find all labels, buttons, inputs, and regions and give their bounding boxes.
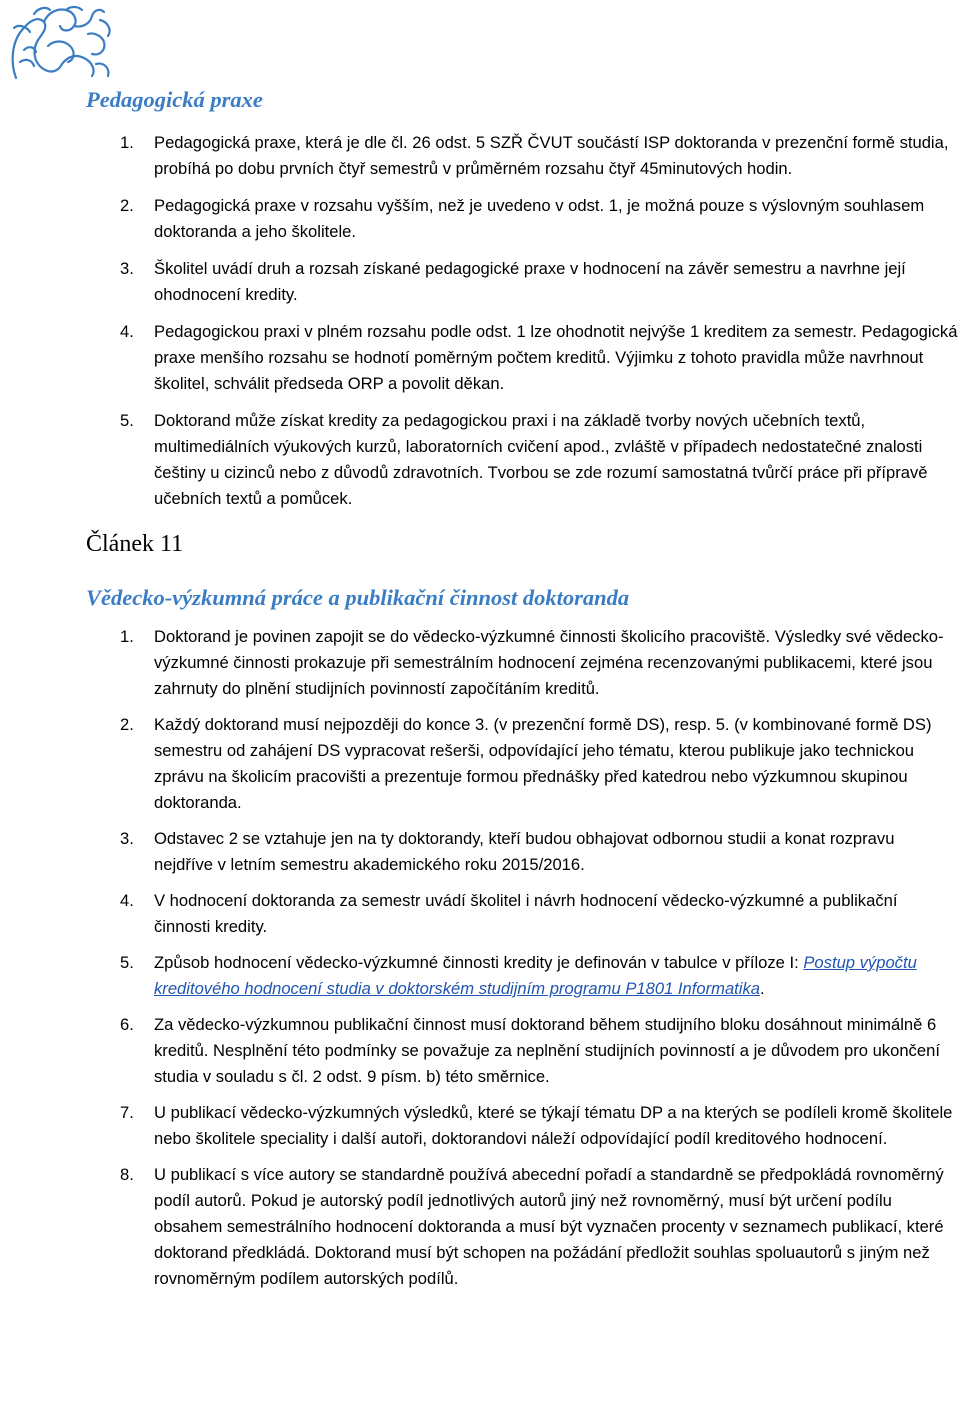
item-number: 1. <box>120 627 134 646</box>
item-text: Za vědecko-výzkumnou publikační činnost musí doktorand během studijního bloku dosáhnout minimálně 6 kreditů. Nesplnění této podmínky se považuje za neplnění studijních povinností a je důvodem pro ukončení studia v souladu s čl. 2 odst. 9 písm. b) této směrnice. <box>154 1015 940 1086</box>
list-item <box>86 256 958 308</box>
appendix-link[interactable]: Postup výpočtu kreditového hodnocení studia v doktorském studijním programu P1801 Informatika <box>154 953 917 998</box>
document-body <box>86 84 958 1292</box>
item-text-after: . <box>760 979 765 998</box>
item-text: Školitel uvádí druh a rozsah získané pedagogické praxe v hodnocení na závěr semestru a navrhne její ohodnocení kredity. <box>154 259 906 304</box>
list-item <box>86 826 958 878</box>
item-text-before: Způsob hodnocení vědecko-výzkumné činnosti kredity je definován v tabulce v příloze I: <box>154 953 804 972</box>
list-item <box>86 1012 958 1090</box>
item-text: Pedagogickou praxi v plném rozsahu podle odst. 1 lze ohodnotit nejvýše 1 kreditem za semestr. Pedagogická praxe menšího rozsahu se hodnotí poměrným počtem kreditů. Výjimku z tohoto pravidla může navrhnout školitel, schválit předseda ORP a povolit děkan. <box>154 322 958 393</box>
section-heading-pedagogicka-praxe: Pedagogická praxe <box>86 87 263 112</box>
list-item <box>86 624 958 702</box>
item-text: U publikací s více autory se standardně používá abecední pořadí a standardně se předpokládá rovnoměrný podíl autorů. Pokud je autorský podíl jednotlivých autorů jiný než rovnoměrný, musí být určení podílu obsahem semestrálního hodnocení doktoranda a musí být vyznačen procenty v seznamech publikací, které doktorand předkládá. Doktorand musí být schopen na požádání předložit souhlas spoluautorů s jiným než rovnoměrným podílem autorských podílů. <box>154 1165 944 1288</box>
item-text: U publikací vědecko-výzkumných výsledků, které se týkají tématu DP a na kterých se podíleli kromě školitele nebo školitele speciality i další autoři, doktorandovi náleží odpovídající podíl kreditového hodnocení. <box>154 1103 953 1148</box>
item-number: 8. <box>120 1165 134 1184</box>
item-number: 7. <box>120 1103 134 1122</box>
item-number: 2. <box>120 715 134 734</box>
item-number: 5. <box>120 411 134 430</box>
pedagogicka-praxe-list <box>86 130 958 512</box>
item-text: Doktorand může získat kredity za pedagogickou praxi i na základě tvorby nových učebních textů, multimediálních výukových kurzů, laboratorních cvičení apod., zvláště v případech nedostatečné znalosti češtiny u cizinců nebo z důvodů zdravotních. Tvorbou se zde rozumí samostatná tvůrčí práce při přípravě učebních textů a pomůcek. <box>154 411 928 508</box>
list-item <box>86 1162 958 1292</box>
item-number: 1. <box>120 133 134 152</box>
item-text: Doktorand je povinen zapojit se do vědecko-výzkumné činnosti školicího pracoviště. Výsledky své vědecko-výzkumné činnosti prokazuje při semestrálním hodnocení zejména recenzovanými publikacemi, které jsou zahrnuty do plnění studijních povinností započítáním kreditů. <box>154 627 944 698</box>
list-item <box>86 712 958 816</box>
list-item <box>86 130 958 182</box>
vedecko-vyzkumna-list <box>86 624 958 1292</box>
item-text: Odstavec 2 se vztahuje jen na ty doktorandy, kteří budou obhajovat odbornou studii a konat rozpravu nejdříve v letním semestru akademického roku 2015/2016. <box>154 829 895 874</box>
list-item <box>86 193 958 245</box>
list-item <box>86 408 958 512</box>
item-number: 4. <box>120 891 134 910</box>
item-text: Pedagogická praxe, která je dle čl. 26 odst. 5 SZŘ ČVUT součástí ISP doktoranda v prezenční formě studia, probíhá po dobu prvních čtyř semestrů v průměrném rozsahu čtyř 45minutových hodin. <box>154 133 949 178</box>
cvut-lion-logo-icon <box>4 2 116 84</box>
item-text: V hodnocení doktoranda za semestr uvádí školitel i návrh hodnocení vědecko-výzkumné a publikační činnosti kredity. <box>154 891 898 936</box>
item-number: 4. <box>120 322 134 341</box>
item-number: 6. <box>120 1015 134 1034</box>
list-item <box>86 319 958 397</box>
list-item <box>86 1100 958 1152</box>
item-number: 3. <box>120 259 134 278</box>
item-number: 3. <box>120 829 134 848</box>
list-item <box>86 950 958 1002</box>
item-text: Každý doktorand musí nejpozději do konce 3. (v prezenční formě DS), resp. 5. (v kombinované formě DS) semestru od zahájení DS vypracovat rešerši, odpovídající jeho tématu, kterou publikuje jako technickou zprávu na školicím pracovišti a prezentuje formou přednášky před katedrou nebo výzkumnou skupinou doktoranda. <box>154 715 932 812</box>
list-item <box>86 888 958 940</box>
item-text: Pedagogická praxe v rozsahu vyšším, než je uvedeno v odst. 1, je možná pouze s výslovným souhlasem doktoranda a jeho školitele. <box>154 196 925 241</box>
item-number: 2. <box>120 196 134 215</box>
section-heading-vedecko-vyzkumna: Vědecko-výzkumná práce a publikační činnost doktoranda <box>86 585 630 610</box>
item-number: 5. <box>120 953 134 972</box>
article-title: Článek 11 <box>86 531 184 557</box>
